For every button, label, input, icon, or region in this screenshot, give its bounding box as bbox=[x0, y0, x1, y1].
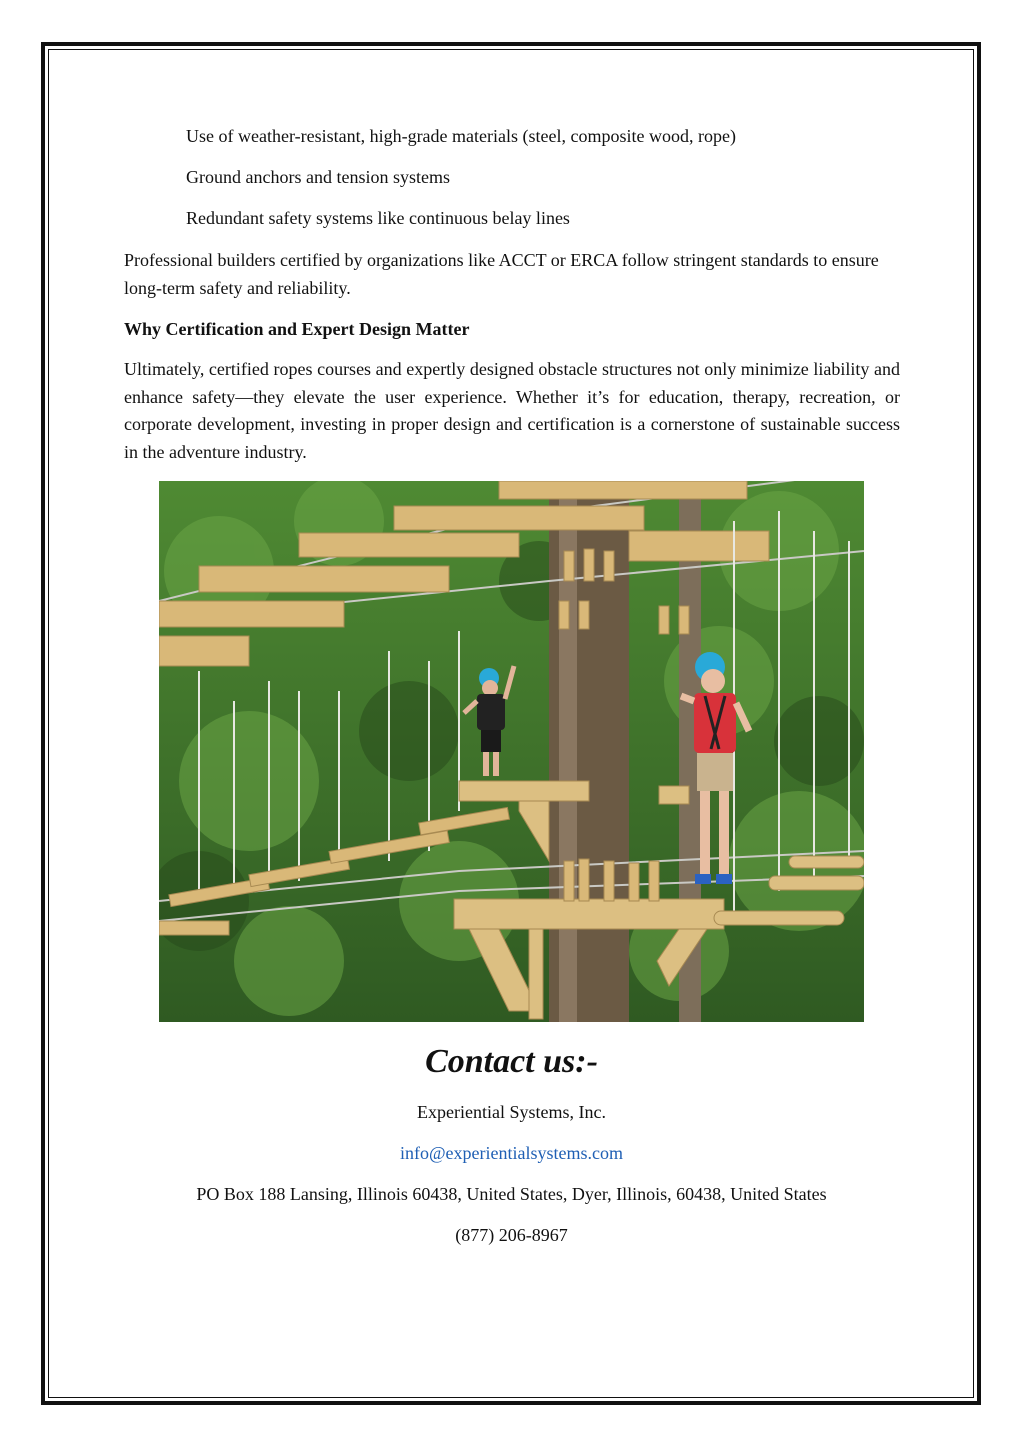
lower-platform bbox=[454, 899, 724, 929]
ropes-course-photo bbox=[159, 481, 864, 1022]
upper-platform bbox=[459, 781, 589, 801]
contact-title: Contact us:- bbox=[425, 1043, 598, 1080]
company-name: Experiential Systems, Inc. bbox=[417, 1102, 606, 1122]
bullet-redundant-safety: Redundant safety systems like continuous belay lines bbox=[186, 208, 570, 228]
bullet-materials: Use of weather-resistant, high-grade materials (steel, composite wood, rope) bbox=[186, 126, 736, 146]
paragraph-conclusion: Ultimately, certified ropes courses and expertly designed obstacle structures not only minimize liability and enhance safety—they elevate the user experience. Whether it’s for education, therapy, recreation, or corporate development, investing in proper design and certification is a cornerstone of sustainable success in the adventure industry. bbox=[124, 359, 900, 462]
ropes-course-illustration bbox=[159, 481, 864, 1022]
email-link[interactable]: info@experientialsystems.com bbox=[399, 1143, 624, 1163]
email-line bbox=[0, 1142, 1023, 1164]
bullet-ground-anchors: Ground anchors and tension systems bbox=[186, 167, 450, 187]
phone-number: (877) 206-8967 bbox=[455, 1225, 568, 1245]
address-line: PO Box 188 Lansing, Illinois 60438, United States, Dyer, Illinois, 60438, United States bbox=[196, 1184, 827, 1204]
paragraph-professional-builders: Professional builders certified by organizations like ACCT or ERCA follow stringent standards to ensure long-term safety and reliability. bbox=[124, 250, 879, 298]
section-heading: Why Certification and Expert Design Matter bbox=[124, 319, 470, 339]
